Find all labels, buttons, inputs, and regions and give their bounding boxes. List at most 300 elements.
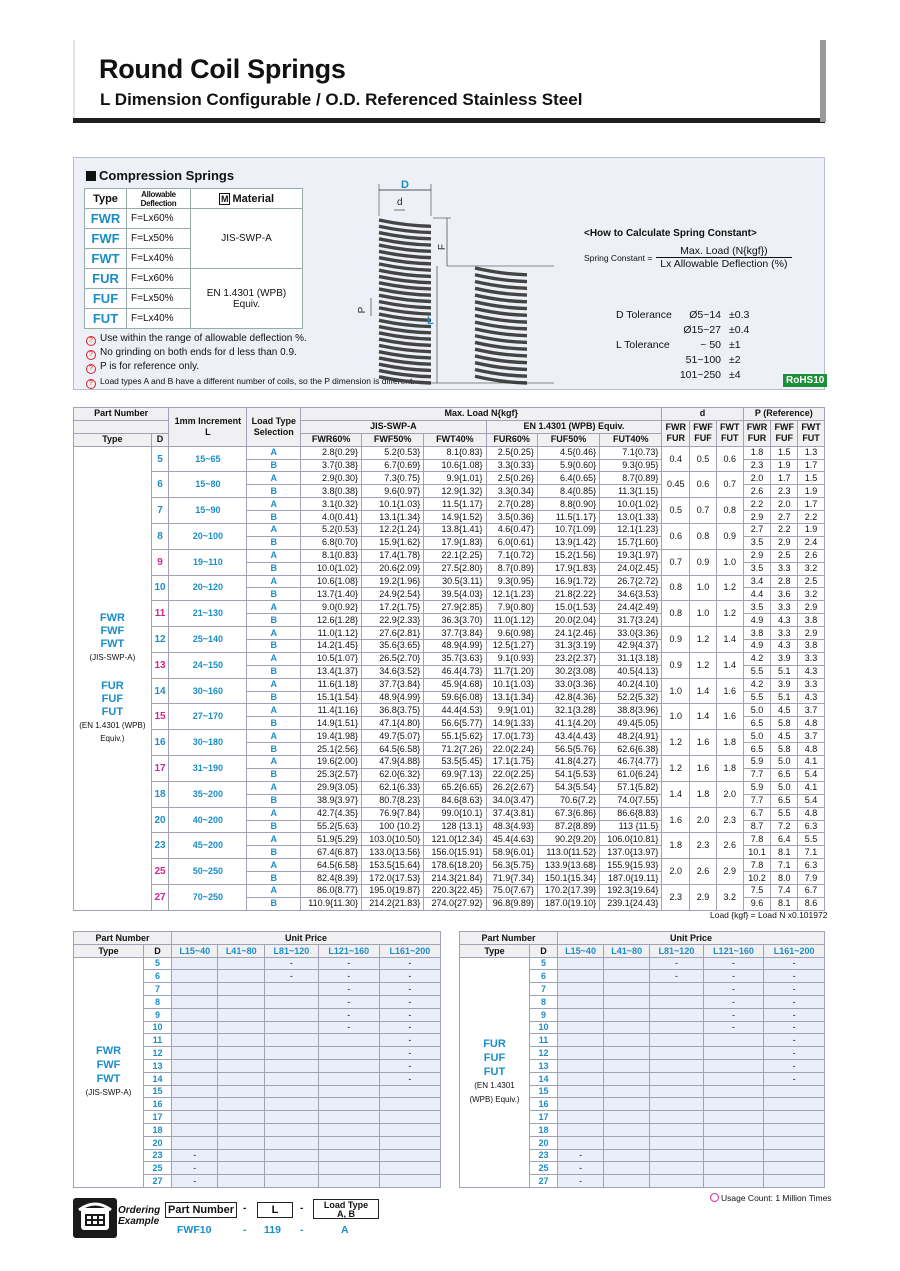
type-cell: FWF — [85, 229, 127, 249]
diameter-cell: 7 — [144, 983, 172, 996]
max-load-cell: 8.7{0.89} — [600, 472, 662, 485]
max-load-cell: 40.2{4.10} — [600, 678, 662, 691]
pitch-cell: 4.3 — [771, 614, 798, 627]
max-load-cell: 49.7{5.07} — [362, 730, 424, 743]
load-type-cell: B — [247, 485, 301, 498]
load-type-cell: A — [247, 446, 301, 459]
pitch-cell: 2.8 — [771, 575, 798, 588]
diameter-cell: 13 — [530, 1059, 558, 1072]
pitch-cell: 4.5 — [771, 730, 798, 743]
diameter-cell: 27 — [151, 884, 169, 910]
price-cell — [172, 1123, 218, 1136]
pitch-cell: 1.9 — [771, 459, 798, 472]
wire-d-cell: 1.2 — [716, 575, 743, 601]
price-cell — [172, 1136, 218, 1149]
price-cell — [650, 1162, 703, 1175]
pitch-cell: 5.1 — [771, 691, 798, 704]
price-cell: - — [764, 1034, 825, 1047]
price-cell — [703, 1059, 764, 1072]
max-load-cell: 113.0{11.52} — [537, 846, 599, 859]
tol-value: ±4 — [729, 369, 741, 381]
diameter-cell: 23 — [151, 833, 169, 859]
table-row — [74, 884, 825, 897]
pitch-cell: 3.2 — [798, 562, 825, 575]
price-cell — [264, 1098, 318, 1111]
max-load-cell: 22.1{2.25} — [424, 549, 486, 562]
pitch-cell: 3.3 — [798, 652, 825, 665]
table-row — [74, 524, 825, 537]
max-load-cell: 12.1{1.23} — [486, 588, 537, 601]
type-line: (EN 1.4301 (WPB) — [79, 720, 146, 730]
max-load-cell: 55.1{5.62} — [424, 730, 486, 743]
max-load-cell: 11.7{1.20} — [486, 665, 537, 678]
price-cell — [318, 1047, 379, 1060]
max-load-cell: 36.3{3.70} — [424, 614, 486, 627]
table-row — [74, 859, 825, 872]
max-load-cell: 10.6{1.08} — [301, 575, 362, 588]
th-price-col: L15~40 — [558, 944, 604, 957]
diameter-cell: 9 — [530, 1008, 558, 1021]
wire-d-cell: 0.8 — [690, 524, 717, 550]
price-cell — [604, 1034, 650, 1047]
max-load-cell: 54.1{5.53} — [537, 768, 599, 781]
table-row — [74, 549, 825, 562]
th-pcol-a: FWR — [746, 422, 768, 433]
deflection-cell: F=Lx60% — [127, 209, 191, 229]
price-cell: - — [172, 1149, 218, 1162]
th-unit-price: Unit Price — [172, 932, 441, 945]
wire-d-cell: 1.8 — [716, 730, 743, 756]
tol-label: L Tolerance — [616, 339, 670, 351]
wire-d-cell: 0.5 — [662, 498, 690, 524]
max-load-cell: 42.9{4.37} — [600, 640, 662, 653]
max-load-cell: 128 {13.1} — [424, 820, 486, 833]
diameter-cell: 13 — [144, 1059, 172, 1072]
max-load-cell: 13.9{1.42} — [537, 536, 599, 549]
price-cell — [218, 1085, 264, 1098]
max-load-cell: 30.2{3.08} — [537, 665, 599, 678]
price-cell — [264, 1047, 318, 1060]
pitch-cell: 5.5 — [771, 807, 798, 820]
price-cell — [264, 995, 318, 1008]
order-load-text: Load Type — [323, 1200, 369, 1210]
price-cell — [558, 1008, 604, 1021]
max-load-cell: 11.3{1.15} — [600, 485, 662, 498]
th-pcol-b: FUR — [747, 433, 767, 444]
price-cell: - — [379, 1072, 440, 1085]
wire-d-cell: 1.8 — [716, 756, 743, 782]
pitch-cell: 2.9 — [798, 627, 825, 640]
max-load-cell: 42.7{4.35} — [301, 807, 362, 820]
max-load-cell: 10.5{1.07} — [301, 652, 362, 665]
wire-d-cell: 0.9 — [662, 627, 690, 653]
max-load-cell: 15.7{1.60} — [600, 536, 662, 549]
load-type-cell: B — [247, 536, 301, 549]
price-cell — [172, 1111, 218, 1124]
price-cell — [318, 1098, 379, 1111]
price-cell — [703, 1034, 764, 1047]
diameter-cell: 5 — [151, 446, 169, 472]
pitch-cell: 1.9 — [798, 485, 825, 498]
pitch-cell: 2.3 — [771, 485, 798, 498]
type-line: FWR — [95, 1045, 122, 1058]
pitch-cell: 2.9 — [798, 601, 825, 614]
diameter-cell: 14 — [151, 678, 169, 704]
th-load-text: Load Type — [251, 415, 296, 426]
th-pcol-b: FUT — [802, 433, 820, 444]
tol-value: ±2 — [729, 354, 741, 366]
max-load-cell: 64.5{6.58} — [301, 859, 362, 872]
max-load-cell: 11.0{1.12} — [486, 614, 537, 627]
table-row — [74, 957, 441, 970]
tol-label — [612, 323, 676, 338]
price-cell — [558, 1047, 604, 1060]
price-cell: - — [764, 970, 825, 983]
price-cell — [604, 1175, 650, 1188]
price-cell — [172, 983, 218, 996]
pitch-cell: 4.8 — [798, 743, 825, 756]
price-cell — [604, 1059, 650, 1072]
max-load-cell: 19.6{2.00} — [301, 756, 362, 769]
price-cell: - — [703, 995, 764, 1008]
wire-d-cell: 1.8 — [690, 781, 717, 807]
price-table-left — [73, 931, 441, 1188]
length-range-cell: 30~160 — [169, 678, 247, 704]
price-cell: - — [703, 1008, 764, 1021]
coil-turn — [379, 220, 431, 226]
th-dcol-a: FWR — [665, 422, 686, 433]
max-load-cell: 30.5{3.11} — [424, 575, 486, 588]
max-load-cell: 7.1{0.73} — [600, 446, 662, 459]
length-range-cell: 21~130 — [169, 601, 247, 627]
pitch-cell: 6.5 — [743, 717, 771, 730]
max-load-cell: 3.8{0.38} — [301, 485, 362, 498]
wire-d-cell: 2.3 — [690, 833, 717, 859]
max-load-cell: 16.9{1.72} — [537, 575, 599, 588]
ordering-label-1: Ordering — [118, 1205, 161, 1216]
info-icon: ? — [86, 379, 96, 389]
max-load-cell: 42.8{4.36} — [537, 691, 599, 704]
diameter-cell: 9 — [144, 1008, 172, 1021]
max-load-cell: 67.4{6.87} — [301, 846, 362, 859]
pitch-cell: 4.9 — [743, 640, 771, 653]
max-load-cell: 13.8{1.41} — [424, 524, 486, 537]
wire-d-cell: 1.4 — [716, 627, 743, 653]
max-load-cell: 4.6{0.47} — [486, 524, 537, 537]
coil-turn — [475, 268, 527, 275]
max-load-cell: 11.0{1.12} — [301, 627, 362, 640]
price-cell — [218, 1098, 264, 1111]
max-load-cell: 2.5{0.26} — [486, 472, 537, 485]
load-type-cell: B — [247, 743, 301, 756]
price-cell — [604, 970, 650, 983]
max-load-cell: 76.9{7.84} — [362, 807, 424, 820]
price-cell — [218, 1123, 264, 1136]
th-D: D — [151, 433, 169, 446]
th-price-col: L41~80 — [218, 944, 264, 957]
max-load-cell: 10.0{1.02} — [301, 562, 362, 575]
formula-label: Spring Constant = — [584, 252, 653, 263]
price-cell — [703, 1072, 764, 1085]
max-load-cell: 17.2{1.75} — [362, 601, 424, 614]
price-cell — [650, 983, 703, 996]
tol-range: Ø15~27 — [683, 324, 722, 336]
max-load-cell: 99.0{10.1} — [424, 807, 486, 820]
pitch-cell: 2.5 — [798, 575, 825, 588]
th-dcol — [690, 420, 717, 446]
max-load-cell: 172.0{17.53} — [362, 872, 424, 885]
price-cell — [703, 1047, 764, 1060]
max-load-cell: 36.8{3.75} — [362, 704, 424, 717]
max-load-cell: 8.8{0.90} — [537, 498, 599, 511]
diameter-cell: 20 — [151, 807, 169, 833]
max-load-cell: 24.4{2.49} — [600, 601, 662, 614]
type-line: (JIS-SWP-A) — [89, 652, 136, 662]
wire-d-cell: 0.45 — [662, 472, 690, 498]
price-cell — [558, 983, 604, 996]
diameter-cell: 11 — [144, 1034, 172, 1047]
price-cell — [318, 1175, 379, 1188]
spring-coil-a — [379, 220, 431, 383]
pitch-cell: 4.1 — [798, 781, 825, 794]
price-cell — [172, 1085, 218, 1098]
pitch-cell: 3.5 — [743, 536, 771, 549]
wire-d-cell: 2.3 — [662, 884, 690, 910]
table-row — [74, 446, 825, 459]
pitch-cell: 8.1 — [771, 846, 798, 859]
pitch-cell: 4.9 — [743, 614, 771, 627]
max-load-cell: 15.9{1.62} — [362, 536, 424, 549]
load-type-cell: A — [247, 730, 301, 743]
price-cell — [703, 1175, 764, 1188]
price-cell — [264, 1021, 318, 1034]
max-load-cell: 87.2{8.89} — [537, 820, 599, 833]
deflection-cell: F=Lx40% — [127, 309, 191, 329]
tol-value: ±0.3 — [729, 309, 750, 321]
length-range-cell: 50~250 — [169, 859, 247, 885]
max-load-cell: 5.9{0.60} — [537, 459, 599, 472]
diameter-cell: 5 — [144, 957, 172, 970]
diameter-cell: 6 — [151, 472, 169, 498]
wire-d-cell: 0.8 — [716, 498, 743, 524]
price-cell: - — [318, 1021, 379, 1034]
price-cell — [650, 1175, 703, 1188]
price-cell — [218, 1008, 264, 1021]
price-cell: - — [379, 970, 440, 983]
wire-d-cell: 1.6 — [716, 704, 743, 730]
wire-d-cell: 2.9 — [690, 884, 717, 910]
order-load-value: A — [341, 1224, 349, 1236]
pitch-cell: 5.0 — [743, 730, 771, 743]
diameter-cell: 7 — [151, 498, 169, 524]
max-load-cell: 25.1{2.56} — [301, 743, 362, 756]
wire-d-cell: 2.6 — [716, 833, 743, 859]
max-load-cell: 62.6{6.38} — [600, 743, 662, 756]
tol-range: 51~100 — [685, 354, 722, 366]
max-load-cell: 9.6{0.98} — [486, 627, 537, 640]
type-line: FWR — [99, 611, 125, 624]
load-type-cell: B — [247, 846, 301, 859]
max-load-cell: 12.5{1.27} — [486, 640, 537, 653]
table-row — [74, 575, 825, 588]
max-load-cell: 121.0{12.34} — [424, 833, 486, 846]
price-cell: - — [558, 1149, 604, 1162]
length-range-cell: 35~200 — [169, 781, 247, 807]
max-load-cell: 19.3{1.97} — [600, 549, 662, 562]
price-cell: - — [558, 1175, 604, 1188]
wire-d-cell: 1.6 — [716, 678, 743, 704]
wire-d-cell: 1.4 — [662, 781, 690, 807]
diameter-cell: 7 — [530, 983, 558, 996]
max-load-cell: 86.6{8.83} — [600, 807, 662, 820]
length-range-cell: 40~200 — [169, 807, 247, 833]
th-price-col: L161~200 — [379, 944, 440, 957]
load-type-cell: B — [247, 872, 301, 885]
max-load-cell: 59.6{6.08} — [424, 691, 486, 704]
diameter-cell: 20 — [530, 1136, 558, 1149]
max-load-cell: 20.0{2.04} — [537, 614, 599, 627]
max-load-cell: 24.9{2.54} — [362, 588, 424, 601]
note-text: P is for reference only. — [100, 361, 200, 372]
pitch-cell: 2.9 — [743, 511, 771, 524]
price-cell: - — [379, 995, 440, 1008]
type-line: (JIS-SWP-A) — [85, 1088, 132, 1098]
price-cell — [318, 1162, 379, 1175]
max-load-cell: 3.3{0.34} — [486, 485, 537, 498]
type-line: FUT — [483, 1066, 506, 1079]
table-row — [74, 781, 825, 794]
spring-diagram — [339, 178, 554, 390]
pitch-cell: 3.2 — [798, 588, 825, 601]
max-load-cell: 25.3{2.57} — [301, 768, 362, 781]
pitch-cell: 1.7 — [798, 498, 825, 511]
diameter-cell: 11 — [151, 601, 169, 627]
price-cell — [558, 1136, 604, 1149]
order-dash-value: - — [243, 1224, 247, 1236]
max-load-cell: 75.0{7.67} — [486, 884, 537, 897]
th-d: d — [662, 408, 743, 421]
length-range-cell: 25~140 — [169, 627, 247, 653]
max-load-cell: 150.1{15.34} — [537, 872, 599, 885]
pitch-cell: 2.9 — [771, 536, 798, 549]
th-increment-l: L — [205, 426, 211, 437]
table-row — [74, 756, 825, 769]
max-load-cell: 24.0{2.45} — [600, 562, 662, 575]
max-load-cell: 13.4{1.37} — [301, 665, 362, 678]
wire-d-cell: 1.2 — [662, 730, 690, 756]
load-type-cell: A — [247, 678, 301, 691]
pitch-cell: 3.3 — [771, 601, 798, 614]
load-type-cell: A — [247, 652, 301, 665]
max-load-cell: 37.4{3.81} — [486, 807, 537, 820]
price-cell — [764, 1098, 825, 1111]
price-cell — [604, 983, 650, 996]
price-cell — [764, 1175, 825, 1188]
max-load-cell: 22.9{2.33} — [362, 614, 424, 627]
max-load-cell: 100 {10.2} — [362, 820, 424, 833]
max-load-cell: 31.1{3.18} — [600, 652, 662, 665]
max-load-cell: 15.2{1.56} — [537, 549, 599, 562]
wire-d-cell: 1.0 — [662, 704, 690, 730]
max-load-cell: 48.3{4.93} — [486, 820, 537, 833]
diameter-cell: 27 — [144, 1175, 172, 1188]
price-cell — [218, 1175, 264, 1188]
wire-d-cell: 1.2 — [716, 601, 743, 627]
wire-d-cell: 2.0 — [662, 859, 690, 885]
price-cell — [218, 970, 264, 983]
material-header — [191, 189, 303, 209]
max-load-cell: 3.7{0.38} — [301, 459, 362, 472]
max-load-cell: 13.7{1.40} — [301, 588, 362, 601]
pitch-cell: 2.7 — [743, 524, 771, 537]
type-line: (EN 1.4301 — [474, 1081, 515, 1091]
load-type-cell: B — [247, 794, 301, 807]
max-load-cell: 62.0{6.32} — [362, 768, 424, 781]
diameter-cell: 8 — [151, 524, 169, 550]
wire-d-cell: 1.2 — [690, 627, 717, 653]
th-dcol — [662, 420, 690, 446]
max-load-cell: 155.9{15.93} — [600, 859, 662, 872]
th-price-col: L161~200 — [764, 944, 825, 957]
price-cell: - — [379, 983, 440, 996]
price-cell — [764, 1149, 825, 1162]
diameter-cell: 8 — [530, 995, 558, 1008]
price-cell: - — [650, 957, 703, 970]
price-table-right — [459, 931, 825, 1188]
price-cell — [379, 1149, 440, 1162]
pitch-cell: 3.5 — [743, 601, 771, 614]
page-subtitle: L Dimension Configurable / O.D. Referenced Stainless Steel — [100, 90, 583, 109]
price-cell: - — [379, 1059, 440, 1072]
price-cell — [318, 1085, 379, 1098]
diameter-cell: 14 — [530, 1072, 558, 1085]
pitch-cell: 5.9 — [743, 756, 771, 769]
max-load-cell: 214.2{21.83} — [362, 897, 424, 910]
pitch-cell: 2.6 — [798, 549, 825, 562]
price-cell: - — [703, 983, 764, 996]
wire-d-cell: 1.0 — [662, 678, 690, 704]
max-load-cell: 51.9{5.29} — [301, 833, 362, 846]
pitch-cell: 6.4 — [771, 833, 798, 846]
pitch-cell: 5.1 — [771, 665, 798, 678]
load-type-cell: A — [247, 524, 301, 537]
price-cell — [318, 1034, 379, 1047]
diameter-cell: 18 — [151, 781, 169, 807]
wire-d-cell: 1.0 — [690, 601, 717, 627]
price-cell: - — [703, 1021, 764, 1034]
load-type-cell: B — [247, 691, 301, 704]
price-cell: - — [764, 983, 825, 996]
price-cell — [650, 1149, 703, 1162]
price-cell — [218, 983, 264, 996]
pitch-cell: 3.3 — [771, 562, 798, 575]
price-cell: - — [764, 1072, 825, 1085]
max-load-cell: 31.3{3.19} — [537, 640, 599, 653]
table-row — [74, 652, 825, 665]
price-cell — [558, 1085, 604, 1098]
price-cell — [604, 1149, 650, 1162]
price-cell — [318, 1072, 379, 1085]
max-load-cell: 12.6{1.28} — [301, 614, 362, 627]
max-load-cell: 10.6{1.08} — [424, 459, 486, 472]
wire-d-cell: 2.9 — [716, 859, 743, 885]
length-range-cell: 27~170 — [169, 704, 247, 730]
diameter-cell: 16 — [530, 1098, 558, 1111]
deflection-cell: F=Lx50% — [127, 229, 191, 249]
wire-d-cell: 1.4 — [690, 678, 717, 704]
price-cell — [172, 970, 218, 983]
info-icon: ? — [86, 364, 96, 374]
